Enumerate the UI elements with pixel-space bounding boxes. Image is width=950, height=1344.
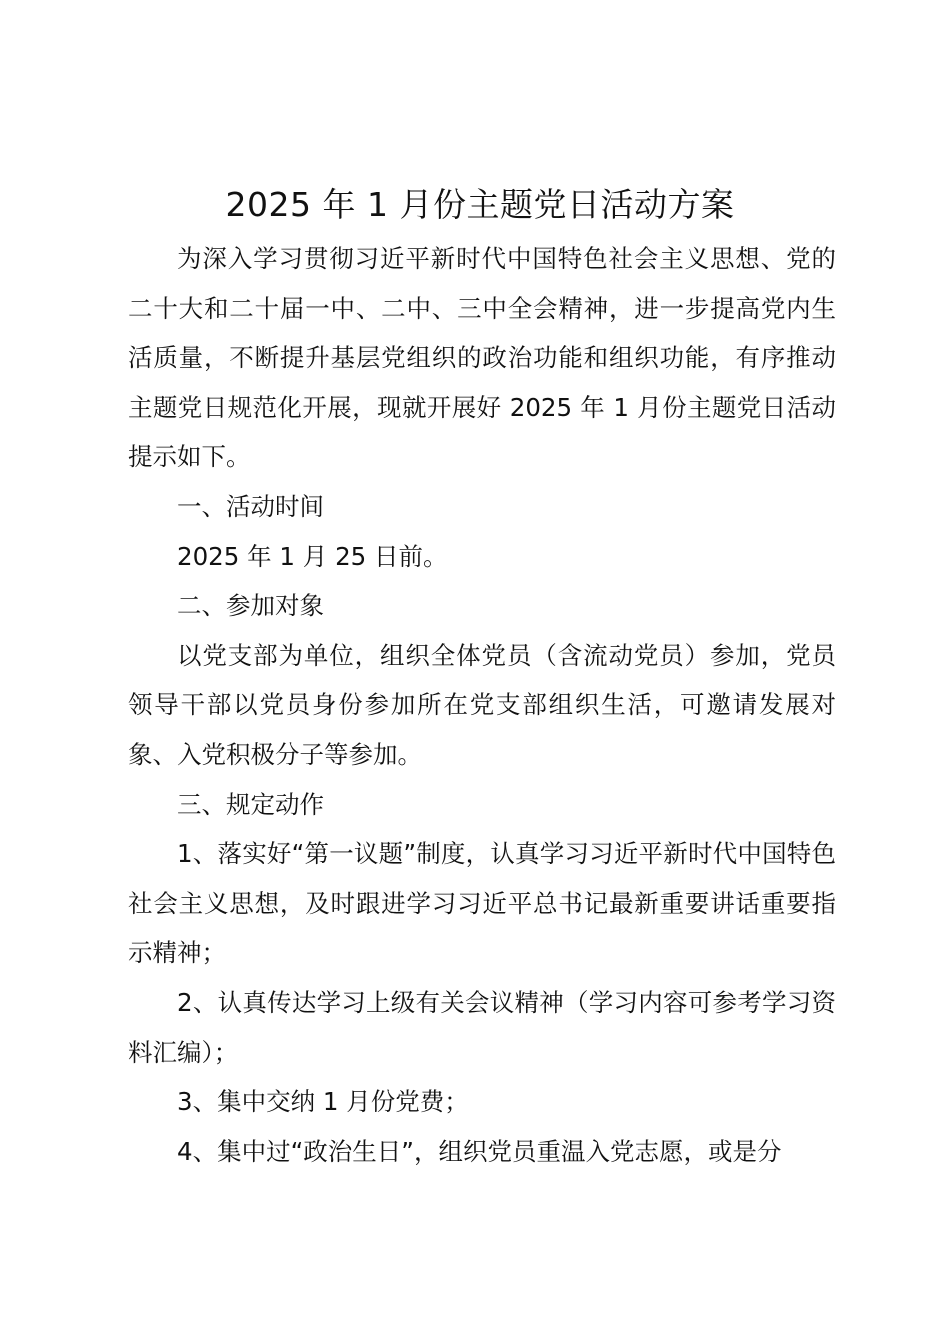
section-heading-participants: 二、参加对象 xyxy=(177,591,324,621)
time-paragraph: 2025 年 1 月 25 日前。 xyxy=(177,541,448,571)
intro-paragraph: 为深入学习贯彻习近平新时代中国特色社会主义思想、党的二十大和二十届一中、二中、三中全会精神，进一步提高党内生活质量，不断提升基层党组织的政治功能和组织功能，有序推动主题党日规范化开展，现就开展好 2025 年 1 月份主题党日活动提示如下。 xyxy=(128,244,836,472)
action-item-4: 4、集中过“政治生日”，组织党员重温入党志愿，或是分 xyxy=(177,1136,782,1166)
action-item-3: 3、集中交纳 1 月份党费； xyxy=(177,1087,469,1117)
action-item-1: 1、落实好“第一议题”制度，认真学习习近平新时代中国特色社会主义思想，及时跟进学习习近平总书记最新重要讲话重要指示精神； xyxy=(128,839,836,968)
participants-paragraph: 以党支部为单位，组织全体党员（含流动党员）参加，党员领导干部以党员身份参加所在党支部组织生活，可邀请发展对象、入党积极分子等参加。 xyxy=(128,640,836,769)
document-body xyxy=(128,234,836,1176)
action-item-2: 2、认真传达学习上级有关会议精神（学习内容可参考学习资料汇编）； xyxy=(128,987,836,1067)
section-heading-actions: 三、规定动作 xyxy=(177,789,324,819)
document-title: 2025 年 1 月份主题党日活动方案 xyxy=(225,185,735,224)
section-heading-time: 一、活动时间 xyxy=(177,491,324,521)
